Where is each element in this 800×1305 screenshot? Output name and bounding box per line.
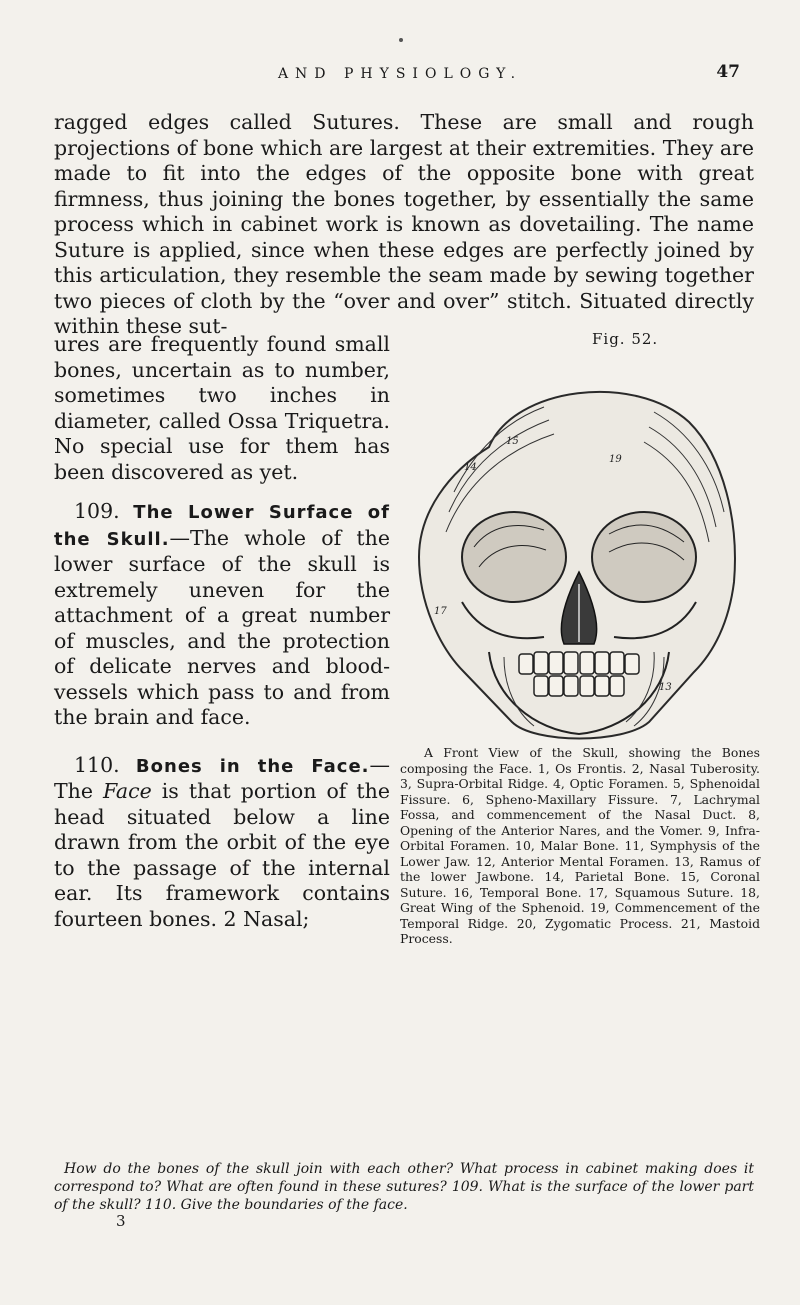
figure-label: Fig. 52. [592, 330, 659, 348]
svg-text:13: 13 [659, 682, 672, 693]
section-110-heading: Bones in the Face. [135, 755, 370, 777]
section-109-body: —The whole of the lower surface of the skull is extremely uneven for the attachment of a great number of muscles, and the protection of delicate nerves and blood-vessels which pass to and from the brain and face. [54, 525, 390, 729]
review-questions-text: How do the bones of the skull join with each other? What process in cabinet making does it correspond to? What are often found in these sutures? 109. What is the surface of the lower part of the skull? 110. Give the boundaries of the face. [54, 1161, 754, 1213]
skull-engraving [394, 352, 764, 742]
section-109-number: 109. [74, 499, 120, 523]
section-110-number: 110. [74, 752, 120, 777]
svg-text:15: 15 [506, 436, 519, 447]
face-term: Face [103, 779, 152, 803]
section-110 [54, 753, 390, 933]
intro-paragraph [54, 110, 754, 340]
skull-illustration [394, 352, 764, 742]
continuation-text: ures are frequently found small bones, uncertain as to number, sometimes two inches in diameter, called Ossa Triquetra. No special use for them has been discovered as yet. [54, 332, 390, 484]
section-109 [54, 499, 390, 731]
section-109-heading: The Lower Surface of the Skull. [54, 502, 390, 550]
svg-text:14: 14 [464, 462, 477, 473]
section-110-body-prefix: — The [54, 752, 390, 803]
figure-caption-text: A Front View of the Skull, showing the Bones composing the Face. 1, Os Frontis. 2, Nasal Tuberosity. 3, Supra-Orbital Ridge. 4, Optic Foramen. 5, Sphenoidal Fissure. 6, Spheno-Maxillary Fissure. 7, Lachrymal Fossa, and commencement of the Nasal Duct. 8, Opening of the Anterior Nares, and the Vomer. 9, Infra-Orbital Foramen. 10, Malar Bone. 11, Symphysis of the Lower Jaw. 12, Anterior Mental Foramen. 13, Ramus of the lower Jawbone. 14, Parietal Bone. 15, Coronal Suture. 16, Temporal Bone. 17, Squamous Suture. 18, Great Wing of the Sphenoid. 19, Commencement of the Temporal Ridge. 20, Zygomatic Process. 21, Mastoid Process. [400, 745, 760, 946]
print-speck [399, 38, 403, 42]
section-110-body: is that portion of the head situated below a line drawn from the orbit of the eye to the passage of the internal ear. Its framework contains fourteen bones. 2 Nasal; [54, 779, 390, 931]
review-questions [54, 1160, 754, 1214]
signature-mark: 3 [116, 1212, 126, 1230]
figure-caption [400, 745, 760, 947]
left-column [54, 332, 390, 932]
intro-text: ragged edges called Sutures. These are small and rough projections of bone which are largest at their extremities. They are made to fit into the edges of the opposite bone with great firmness, thus joining the bones together, by essentially the same process which in cabinet work is known as dovetailing. The name Suture is applied, since when these edges are perfectly joined by this articulation, they resemble the seam made by sewing together two pieces of cloth by the “over and over” stitch. Situated directly within these sut- [54, 110, 754, 338]
svg-text:17: 17 [434, 606, 447, 617]
running-title: AND PHYSIOLOGY. [277, 66, 523, 82]
page-number: 47 [716, 62, 740, 82]
svg-text:19: 19 [609, 454, 622, 465]
